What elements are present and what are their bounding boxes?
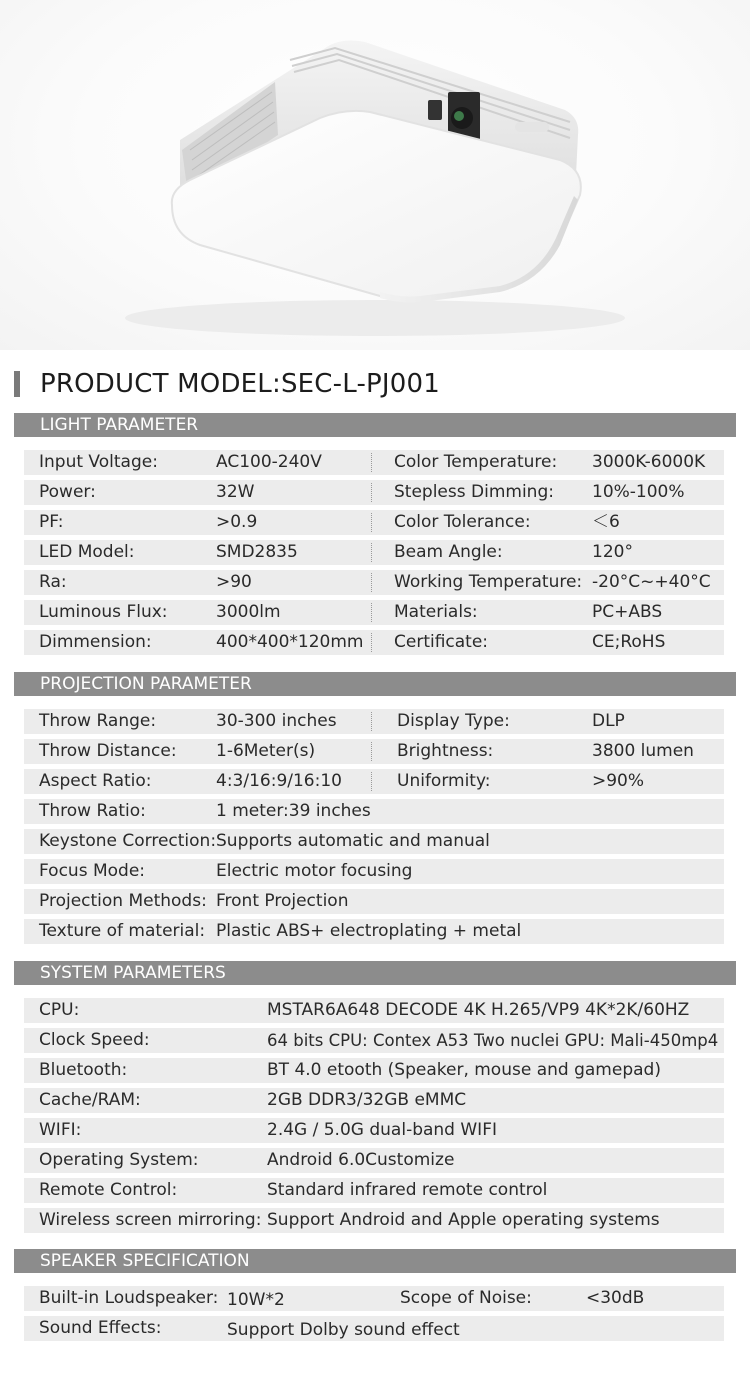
param-value: 120° <box>592 542 633 562</box>
param-value: -20°C~+40°C <box>592 572 711 592</box>
param-value: 3000K-6000K <box>592 452 706 472</box>
param-value: PC+ABS <box>592 602 663 622</box>
column-divider <box>371 742 372 761</box>
param-label: Uniformity: <box>397 771 491 791</box>
table-row <box>24 829 724 854</box>
param-label: Throw Range: <box>39 711 157 731</box>
section-header-projection: PROJECTION PARAMETER <box>14 672 736 696</box>
param-value: Support Dolby sound effect <box>227 1320 460 1340</box>
table-row <box>24 450 724 475</box>
table-row <box>24 1118 724 1143</box>
table-row <box>24 570 724 595</box>
param-value: 10%-100% <box>592 482 685 502</box>
table-row <box>24 889 724 914</box>
param-value: Front Projection <box>216 891 349 911</box>
param-label: Beam Angle: <box>394 542 503 562</box>
column-divider <box>371 453 372 472</box>
param-value: Standard infrared remote control <box>267 1180 548 1200</box>
table-row <box>24 1088 724 1113</box>
product-image <box>0 0 750 350</box>
table-row <box>24 859 724 884</box>
param-label: Scope of Noise: <box>400 1288 532 1308</box>
table-row <box>24 1208 724 1233</box>
param-label: Bluetooth: <box>39 1060 128 1080</box>
table-row <box>24 1028 724 1053</box>
product-model-heading <box>14 366 736 402</box>
section-header-system: SYSTEM PARAMETERS <box>14 961 736 985</box>
param-label: Brightness: <box>397 741 494 761</box>
param-value: <30dB <box>586 1288 645 1308</box>
param-value: 2GB DDR3/32GB eMMC <box>267 1090 467 1110</box>
table-row <box>24 709 724 734</box>
param-label: Ra: <box>39 572 67 592</box>
param-label: Wireless screen mirroring: <box>39 1210 262 1230</box>
param-value: DLP <box>592 711 625 731</box>
column-divider <box>371 543 372 562</box>
projector-illustration <box>0 0 750 350</box>
param-label: Focus Mode: <box>39 861 146 881</box>
param-value: 2.4G / 5.0G dual-band WIFI <box>267 1120 497 1140</box>
param-label: PF: <box>39 512 64 532</box>
param-label: Color Tolerance: <box>394 512 531 532</box>
param-value: 30-300 inches <box>216 711 337 731</box>
param-value: 3000lm <box>216 602 281 622</box>
param-value: Electric motor focusing <box>216 861 413 881</box>
param-label: Throw Ratio: <box>39 801 146 821</box>
param-label: Color Temperature: <box>394 452 558 472</box>
param-label: CPU: <box>39 1000 80 1020</box>
table-row <box>24 1316 724 1341</box>
param-label: Operating System: <box>39 1150 199 1170</box>
column-divider <box>371 712 372 731</box>
section-header-speaker: SPEAKER SPECIFICATION <box>14 1249 736 1273</box>
param-label: Dimmension: <box>39 632 152 652</box>
column-divider <box>371 633 372 652</box>
title-accent-bar <box>14 371 20 397</box>
table-row <box>24 630 724 655</box>
param-label: Clock Speed: <box>39 1030 150 1050</box>
param-label: Input Voltage: <box>39 452 158 472</box>
param-label: Aspect Ratio: <box>39 771 152 791</box>
param-label: Power: <box>39 482 96 502</box>
param-value: CE;RoHS <box>592 632 666 652</box>
table-row <box>24 998 724 1023</box>
param-label: Stepless Dimming: <box>394 482 554 502</box>
param-value: >90 <box>216 572 252 592</box>
param-value: 1-6Meter(s) <box>216 741 316 761</box>
param-value: 400*400*120mm <box>216 632 364 652</box>
param-value: 10W*2 <box>227 1290 285 1310</box>
table-row <box>24 480 724 505</box>
param-label: Remote Control: <box>39 1180 178 1200</box>
table-row <box>24 510 724 535</box>
param-label: Keystone Correction: <box>39 831 217 851</box>
param-value: ＜6 <box>592 512 620 532</box>
param-value: 64 bits CPU: Contex A53 Two nuclei GPU: Mali-450mp4 <box>267 1031 719 1050</box>
page-title: PRODUCT MODEL:SEC-L-PJ001 <box>40 369 441 399</box>
param-value: 32W <box>216 482 255 502</box>
param-value: Supports automatic and manual <box>216 831 490 851</box>
column-divider <box>371 772 372 791</box>
column-divider <box>371 513 372 532</box>
param-value: Support Android and Apple operating systems <box>267 1210 660 1230</box>
param-label: Working Temperature: <box>394 572 583 592</box>
param-label: Built-in Loudspeaker: <box>39 1288 219 1308</box>
param-label: Texture of material: <box>39 921 206 941</box>
param-value: AC100-240V <box>216 452 322 472</box>
param-label: Display Type: <box>397 711 510 731</box>
param-label: LED Model: <box>39 542 135 562</box>
table-row <box>24 540 724 565</box>
table-row <box>24 919 724 944</box>
table-row <box>24 1178 724 1203</box>
param-value: 1 meter:39 inches <box>216 801 371 821</box>
param-label: Projection Methods: <box>39 891 207 911</box>
param-value: >90% <box>592 771 645 791</box>
param-value: BT 4.0 etooth (Speaker, mouse and gamepad) <box>267 1060 661 1080</box>
param-value: 4:3/16:9/16:10 <box>216 771 342 791</box>
param-value: 3800 lumen <box>592 741 694 761</box>
param-label: Certificate: <box>394 632 489 652</box>
param-value: MSTAR6A648 DECODE 4K H.265/VP9 4K*2K/60HZ <box>267 1000 690 1020</box>
param-label: Throw Distance: <box>39 741 177 761</box>
section-header-light: LIGHT PARAMETER <box>14 413 736 437</box>
param-label: Sound Effects: <box>39 1318 162 1338</box>
param-label: WIFI: <box>39 1120 82 1140</box>
table-row <box>24 1058 724 1083</box>
table-row <box>24 600 724 625</box>
column-divider <box>371 483 372 502</box>
column-divider <box>371 573 372 592</box>
table-row <box>24 739 724 764</box>
param-value: Android 6.0Customize <box>267 1150 455 1170</box>
param-label: Cache/RAM: <box>39 1090 141 1110</box>
table-row <box>24 1286 724 1311</box>
column-divider <box>371 603 372 622</box>
param-value: Plastic ABS+ electroplating + metal <box>216 921 522 941</box>
table-row <box>24 799 724 824</box>
param-value: >0.9 <box>216 512 258 532</box>
param-label: Luminous Flux: <box>39 602 168 622</box>
table-row <box>24 769 724 794</box>
table-row <box>24 1148 724 1173</box>
param-label: Materials: <box>394 602 478 622</box>
param-value: SMD2835 <box>216 542 298 562</box>
